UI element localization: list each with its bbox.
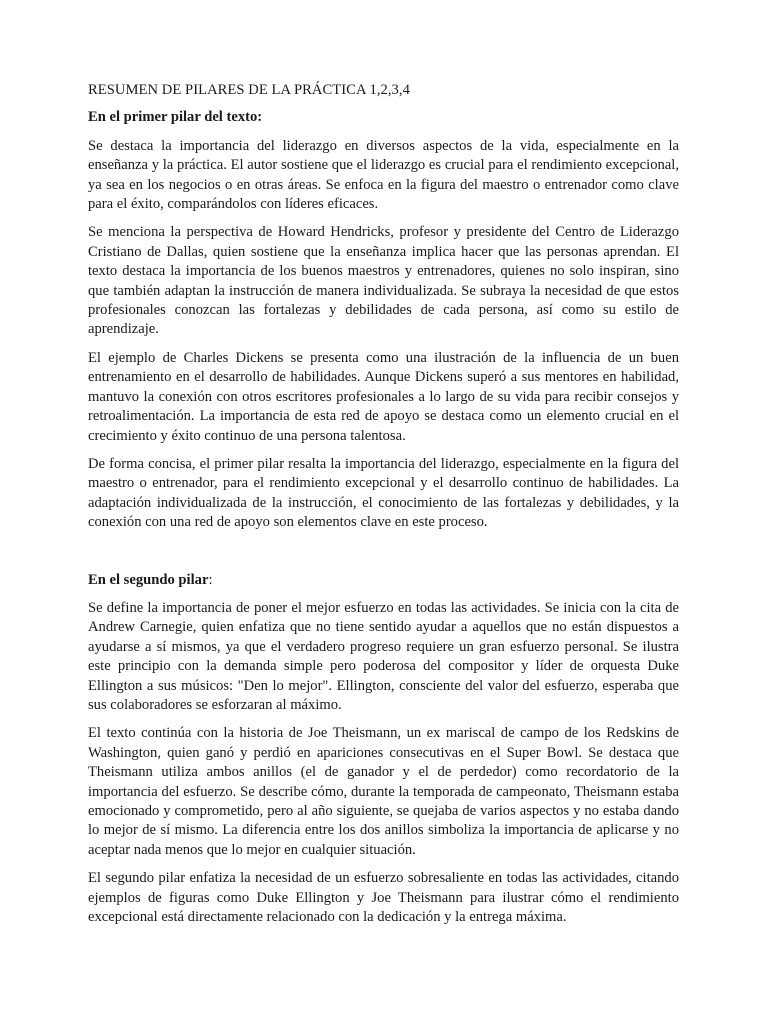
paragraph: Se define la importancia de poner el mejor esfuerzo en todas las actividades. Se inicia con la cita de Andrew Carnegie, quien enfatiza que no tiene sentido ayudar a aquellos que no están dispuestos a ayudarse a sí mismos, ya que el verdadero progreso requiere un gran esfuerzo personal. Se ilustra este principio con la demanda simple pero poderosa del compositor y líder de orquesta Duke Ellington a sus músicos: "Den lo mejor". Ellington, consciente del valor del esfuerzo, esperaba que sus colaboradores se esforzaran al máximo. [88,599,679,713]
paragraph: El ejemplo de Charles Dickens se presenta como una ilustración de la influencia de un buen entrenamiento en el desarrollo de habilidades. Aunque Dickens superó a sus mentores en habilidad, mantuvo la conexión con otros escritores profesionales a lo largo de su vida para recibir consejos y retroalimentación. La importancia de esta red de apoyo se destaca como un elemento crucial en el crecimiento y éxito continuo de una persona talentosa. [88,349,679,444]
section-spacer [88,542,679,571]
document-title: RESUMEN DE PILARES DE LA PRÁCTICA 1,2,3,4 [88,82,410,98]
section-heading-suffix: : [208,571,213,588]
paragraph: El texto continúa con la historia de Joe Theismann, un ex mariscal de campo de los Redskins de Washington, quien ganó y perdió en apariciones consecutivas en el Super Bowl. Se destaca que Theismann utiliza ambos anillos (el de ganador y el de perdedor) como recordatorio de la importancia del esfuerzo. Se describe cómo, durante la temporada de campeonato, Theismann estaba emocionado y comprometido, pero al año siguiente, se quejaba de varios aspectos y no estaba dando lo mejor de sí mismo. La diferencia entre los dos anillos simboliza la importancia de aplicarse y no aceptar nada menos que lo mejor en cualquier situación. [88,725,679,858]
paragraph: Se destaca la importancia del liderazgo en diversos aspectos de la vida, especialmente en la enseñanza y la práctica. El autor sostiene que el liderazgo es crucial para el rendimiento excepcional, ya sea en los negocios o en otras áreas. Se enfoca en la figura del maestro o entrenador como clave para el éxito, comparándolos con líderes eficaces. [88,137,679,213]
section-heading-pilar-2 [88,571,679,590]
section-heading-pilar-1 [88,108,679,127]
paragraph: De forma concisa, el primer pilar resalta la importancia del liderazgo, especialmente en la figura del maestro o entrenador, para el rendimiento excepcional y el desarrollo continuo de habilidades. La adaptación individualizada de la instrucción, el conocimiento de las fortalezas y debilidades, y la conexión con una red de apoyo son elementos clave en este proceso. [88,455,679,531]
section-heading-text: En el segundo pilar [88,571,209,588]
section-heading-text: En el primer pilar del texto: [88,109,263,126]
paragraph: El segundo pilar enfatiza la necesidad de un esfuerzo sobresaliente en todas las actividades, citando ejemplos de figuras como Duke Ellington y Joe Theismann para ilustrar cómo el rendimiento excepcional está directamente relacionado con la dedicación y la entrega máxima. [88,870,679,926]
paragraph: Se menciona la perspectiva de Howard Hendricks, profesor y presidente del Centro de Liderazgo Cristiano de Dallas, quien sostiene que la enseñanza implica hacer que las personas aprendan. El texto destaca la importancia de los buenos maestros y entrenadores, quienes no solo inspiran, sino que también adaptan la instrucción de manera individualizada. Se subraya la necesidad de que estos profesionales conozcan las fortalezas y debilidades de cada persona, así como su estilo de aprendizaje. [88,224,679,338]
